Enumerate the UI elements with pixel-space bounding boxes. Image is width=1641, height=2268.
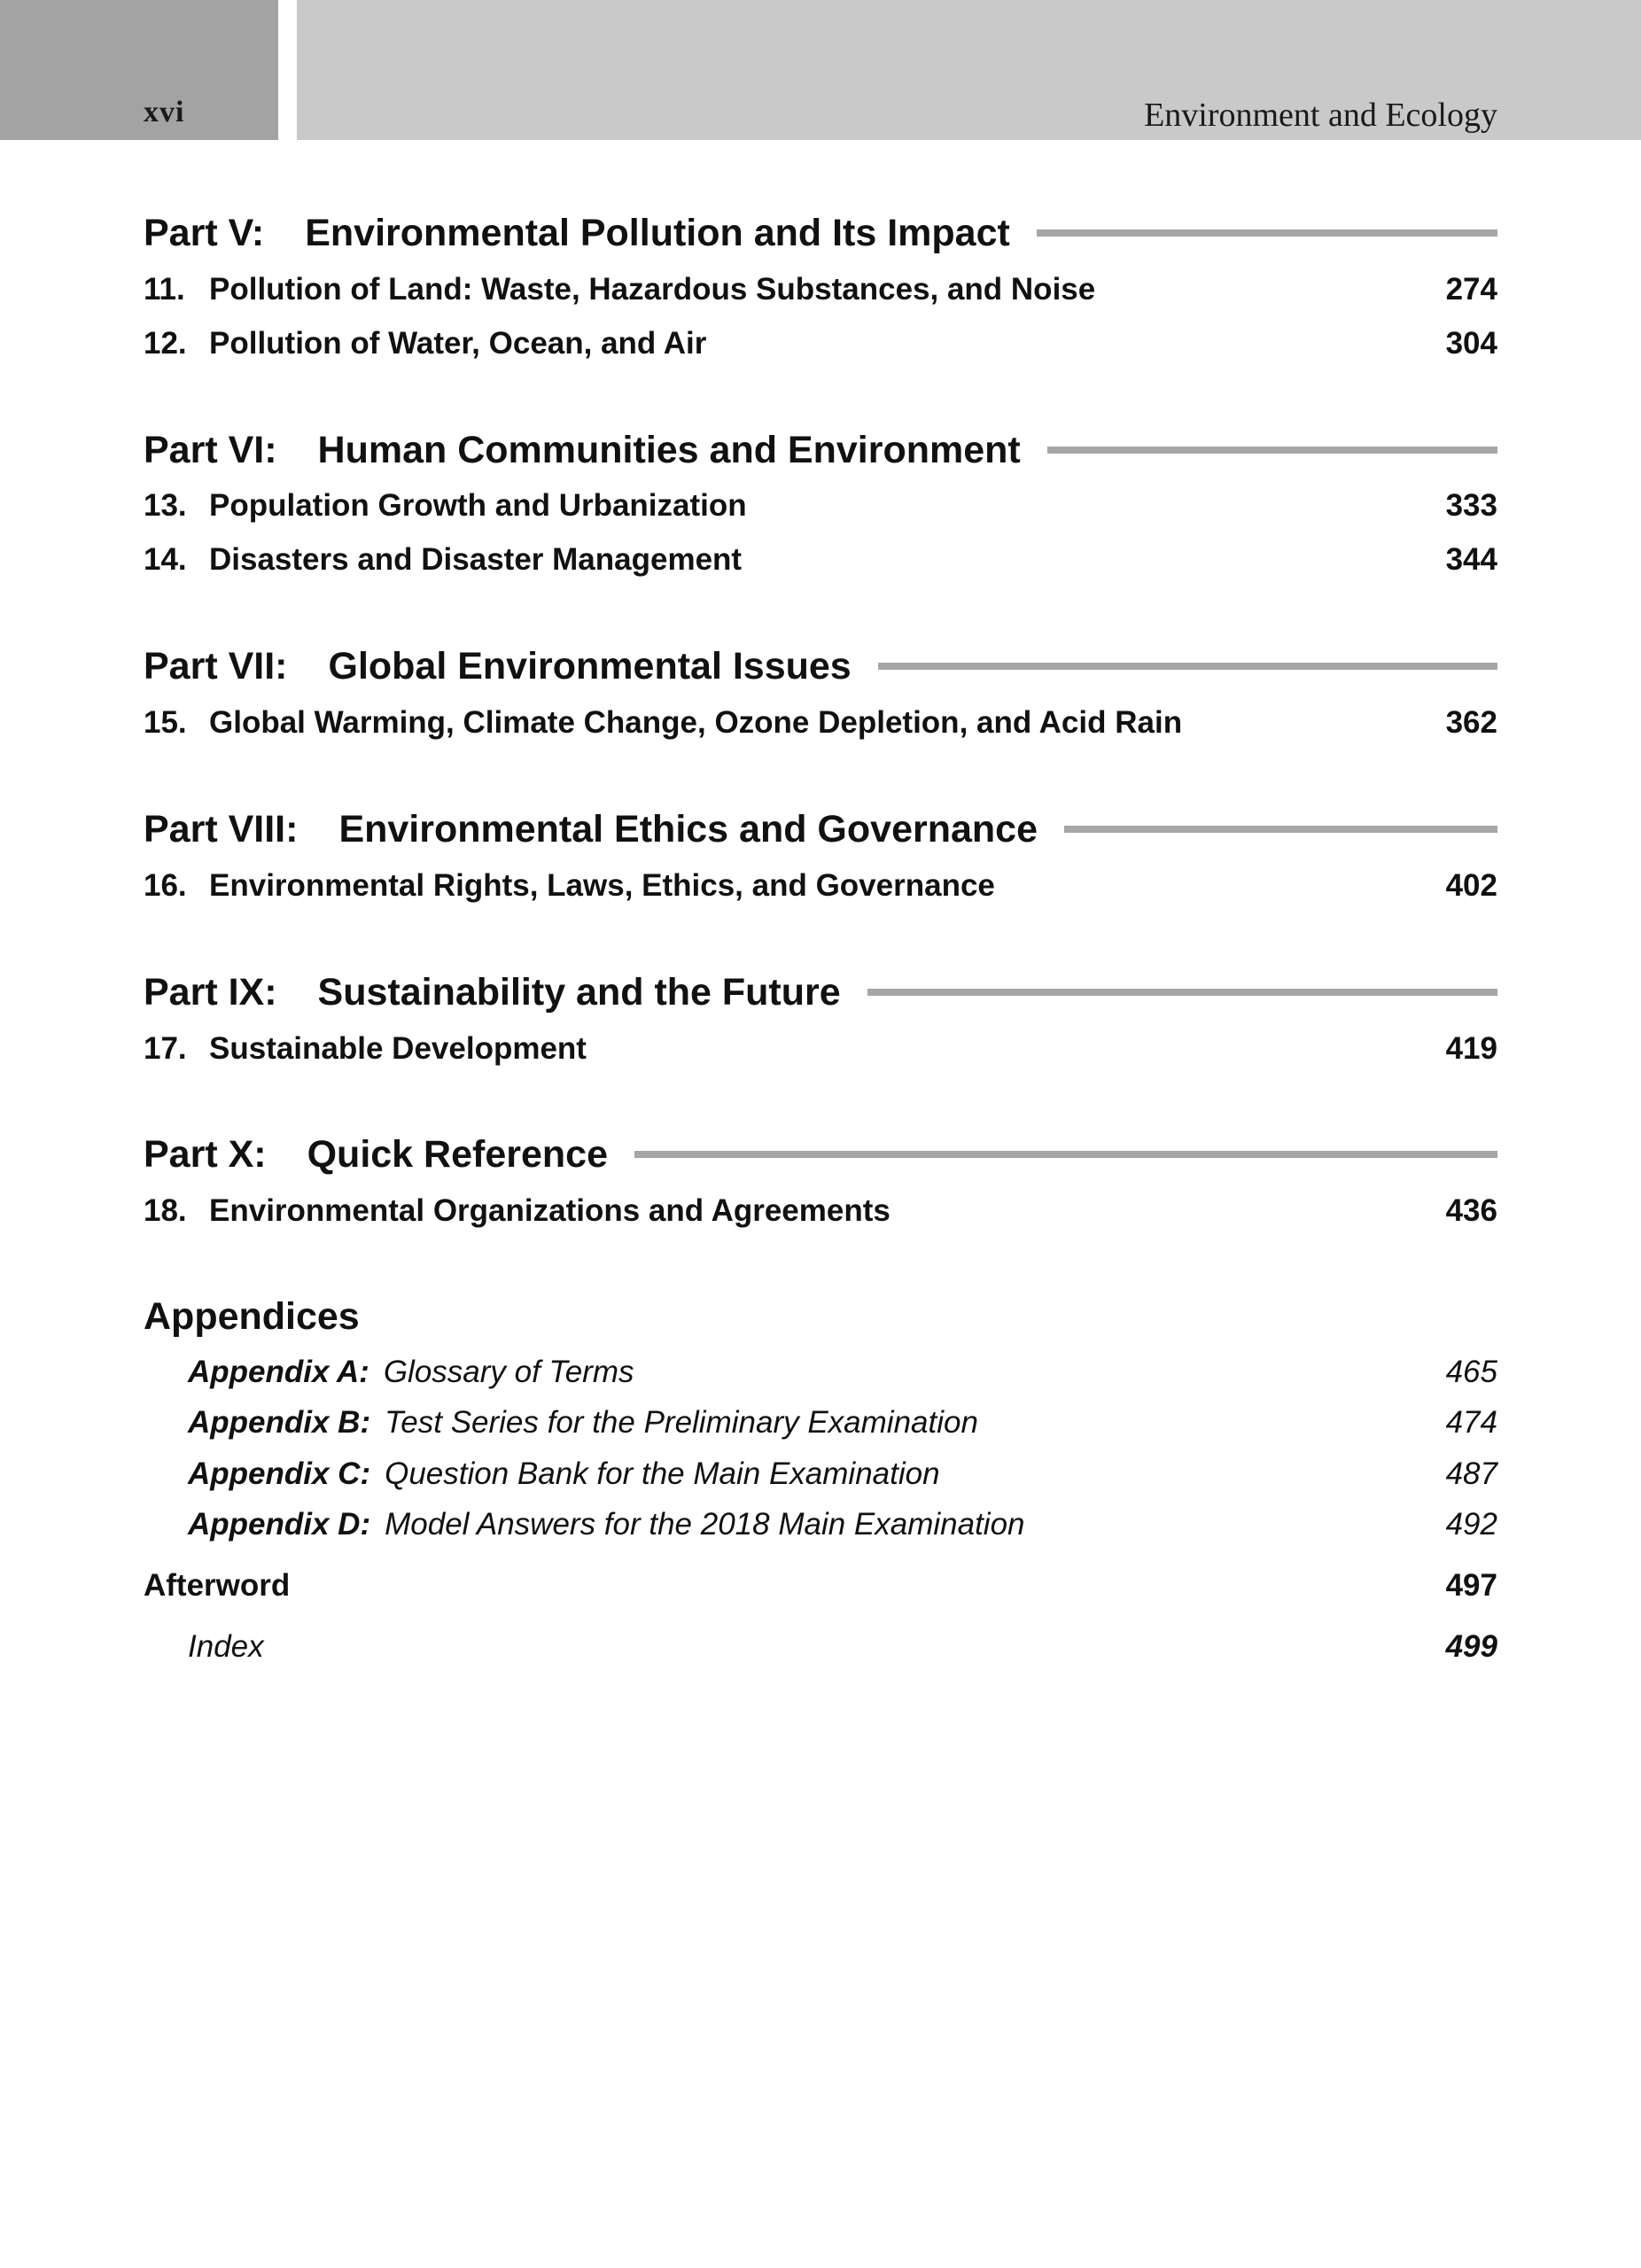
chapter-page: 362 (1445, 705, 1497, 740)
part-label: Part X: (144, 1132, 267, 1176)
chapter-entry[interactable] (144, 270, 1497, 309)
appendix-label: Appendix D: (188, 1507, 371, 1542)
chapter-title: Sustainable Development (209, 1031, 587, 1066)
chapter-title: Environmental Organizations and Agreements (209, 1193, 890, 1228)
chapter-title: Environmental Rights, Laws, Ethics, and Governance (209, 868, 995, 903)
part-title: Human Communities and Environment (317, 428, 1021, 471)
index-page: 499 (1445, 1629, 1497, 1664)
chapter-page: 419 (1445, 1031, 1497, 1066)
part-title: Quick Reference (307, 1132, 608, 1176)
afterword-page: 497 (1445, 1568, 1497, 1603)
chapter-title: Pollution of Land: Waste, Hazardous Substances, and Noise (209, 272, 1096, 307)
part-label: Part VII: (144, 644, 288, 687)
index-title: Index (188, 1629, 264, 1664)
chapter-entry[interactable] (144, 324, 1497, 363)
appendix-title: Model Answers for the 2018 Main Examination (385, 1507, 1025, 1542)
appendix-title: Question Bank for the Main Examination (385, 1456, 940, 1491)
part-title: Global Environmental Issues (328, 644, 852, 687)
part-heading[interactable] (144, 804, 1497, 854)
chapter-title: Disasters and Disaster Management (209, 542, 743, 577)
afterword-entry[interactable] (144, 1566, 1497, 1605)
part-heading[interactable] (144, 967, 1497, 1017)
part-rule (1064, 826, 1497, 833)
chapter-entry[interactable] (144, 486, 1497, 525)
chapter-number: 16. (144, 868, 187, 903)
header-band-left (0, 0, 278, 140)
appendix-entry[interactable] (188, 1353, 1497, 1392)
chapter-page: 344 (1445, 542, 1497, 577)
afterword-title: Afterword (144, 1568, 291, 1603)
appendix-entry[interactable] (188, 1505, 1497, 1544)
chapter-number: 11. (144, 272, 185, 307)
chapter-number: 14. (144, 542, 187, 577)
appendix-title: Glossary of Terms (383, 1355, 634, 1389)
chapter-entry[interactable] (144, 703, 1497, 742)
chapter-title: Pollution of Water, Ocean, and Air (209, 326, 707, 361)
appendix-entry[interactable] (188, 1403, 1497, 1442)
chapter-title: Global Warming, Climate Change, Ozone Depletion, and Acid Rain (209, 705, 1183, 740)
chapter-page: 274 (1445, 272, 1497, 307)
chapter-entry[interactable] (144, 866, 1497, 905)
part-heading[interactable] (144, 425, 1497, 475)
page-number: xvi (144, 96, 185, 128)
part-rule (634, 1151, 1497, 1158)
chapter-page: 436 (1445, 1193, 1497, 1228)
chapter-entry[interactable] (144, 1029, 1497, 1068)
appendix-label: Appendix C: (188, 1456, 371, 1491)
appendix-label: Appendix A: (188, 1355, 369, 1389)
part-rule (878, 663, 1497, 670)
chapter-entry[interactable] (144, 1192, 1497, 1231)
chapter-number: 15. (144, 705, 187, 740)
appendix-label: Appendix B: (188, 1405, 371, 1440)
appendices-heading: Appendices (144, 1295, 360, 1338)
part-heading[interactable] (144, 1130, 1497, 1179)
chapter-entry[interactable] (144, 540, 1497, 579)
appendix-title: Test Series for the Preliminary Examination (385, 1405, 978, 1440)
part-rule (1037, 229, 1497, 237)
chapter-number: 17. (144, 1031, 187, 1066)
chapter-page: 402 (1445, 868, 1497, 903)
chapter-number: 12. (144, 326, 187, 361)
appendix-page: 474 (1445, 1405, 1497, 1440)
chapter-page: 333 (1445, 488, 1497, 523)
part-title: Environmental Pollution and Its Impact (305, 211, 1010, 254)
running-title: Environment and Ecology (1144, 97, 1497, 134)
part-rule (867, 989, 1497, 996)
chapter-number: 18. (144, 1193, 187, 1228)
index-entry[interactable] (188, 1627, 1497, 1666)
part-heading[interactable] (144, 641, 1497, 691)
part-label: Part VIII: (144, 807, 299, 850)
part-title: Sustainability and the Future (317, 970, 841, 1014)
part-title: Environmental Ethics and Governance (338, 807, 1038, 850)
part-heading[interactable] (144, 208, 1497, 258)
part-rule (1047, 447, 1497, 454)
part-label: Part IX: (144, 970, 277, 1014)
chapter-number: 13. (144, 488, 187, 523)
chapter-title: Population Growth and Urbanization (209, 488, 747, 523)
appendix-entry[interactable] (188, 1455, 1497, 1494)
appendix-page: 465 (1445, 1355, 1497, 1389)
appendix-page: 487 (1445, 1456, 1497, 1491)
chapter-page: 304 (1445, 326, 1497, 361)
appendix-page: 492 (1445, 1507, 1497, 1542)
part-label: Part V: (144, 211, 265, 254)
part-label: Part VI: (144, 428, 277, 471)
